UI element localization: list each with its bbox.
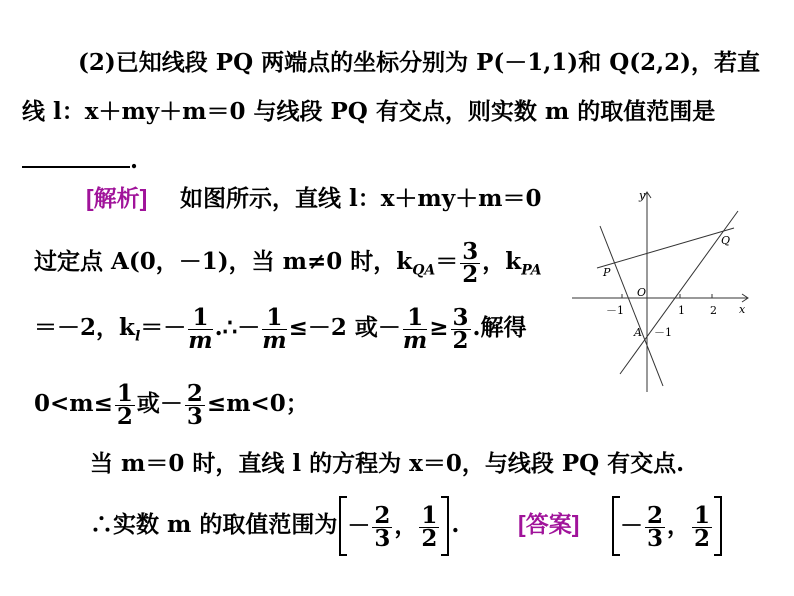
range-interval: － $\frac{2}{3}$ ， $\frac{1}{2}$: [347, 498, 441, 554]
solution-text-3f: .解得: [472, 314, 527, 341]
solution-text-4a: 0<m≤: [34, 390, 113, 417]
point-p-label: P: [603, 266, 611, 279]
equals: ＝: [435, 248, 459, 275]
period: .: [130, 147, 139, 174]
frac-den: 2: [421, 524, 438, 552]
frac-num: 1: [421, 501, 438, 529]
solution-line-5: [90, 449, 684, 479]
solution-line-1: [86, 183, 541, 214]
answer-tag: [答案]: [518, 511, 580, 537]
fraction-1-2-c: [692, 501, 712, 552]
fraction-1-m-3: [402, 303, 428, 354]
solution-line-3: [34, 304, 527, 361]
period: .: [451, 511, 460, 538]
tick-neg1-x: －1: [606, 304, 624, 317]
frac-den: 2: [694, 524, 711, 552]
point-q-label: Q: [721, 234, 731, 247]
origin-label: O: [637, 286, 647, 299]
subscript-l: l: [134, 328, 141, 345]
frac-den: 2: [452, 326, 469, 354]
solution-line-2: [34, 238, 542, 295]
frac-den: 3: [646, 524, 663, 552]
x-axis-label: x: [739, 303, 746, 316]
subscript-qa: QA: [412, 262, 436, 279]
tick-neg1-y: －1: [654, 326, 672, 339]
fraction-1-m: [188, 303, 213, 354]
solution-text-4c: ≤m<0；: [206, 390, 309, 417]
frac-num: 2: [646, 501, 663, 529]
solution-text-4b: 或－: [136, 390, 183, 417]
solution-line-6: [90, 496, 714, 554]
solution-text-3d: ≤－2 或－: [288, 314, 401, 341]
answer-blank: [22, 146, 130, 168]
fraction-2-3: [185, 379, 205, 430]
frac-den: 3: [186, 402, 203, 430]
problem-line-1: [78, 48, 760, 78]
subscript-pa: PA: [521, 262, 542, 279]
solution-text-1: 如图所示，直线 l：x＋my＋m＝0: [179, 185, 542, 212]
comma: ，: [667, 512, 690, 539]
problem-line-3: [22, 146, 138, 176]
solution-text-2c: ，k: [482, 248, 522, 275]
y-axis-label: y: [639, 189, 646, 202]
solution-text-5: 当 m＝0 时，直线 l 的方程为 x＝0，与线段 PQ 有交点.: [90, 450, 685, 477]
solution-line-4: [34, 380, 309, 428]
frac-num: 3: [462, 237, 479, 265]
frac-num: 2: [374, 501, 391, 529]
frac-den: m: [262, 326, 287, 354]
point-a-label: A: [634, 326, 642, 339]
solution-text-3b: ＝－: [140, 314, 187, 341]
fraction-2-3-b: [372, 501, 392, 552]
fraction-1-m-2: [262, 303, 287, 354]
fraction-1-2: [115, 379, 135, 430]
problem-text-1: (2)已知线段 PQ 两端点的坐标分别为 P(－1,1)和 Q(2,2)，若直: [78, 49, 761, 76]
solution-text-3c: .∴－: [214, 314, 261, 341]
fraction-2-3-c: [645, 501, 665, 552]
analysis-tag: [解析]: [86, 185, 148, 211]
frac-den: m: [188, 326, 213, 354]
solution-text-6: ∴实数 m 的取值范围为: [90, 511, 338, 538]
segment-pq: [597, 228, 734, 268]
tick-1-x: 1: [678, 304, 685, 317]
frac-num: 1: [116, 379, 133, 407]
problem-line-2: [22, 97, 715, 127]
frac-num: 1: [403, 307, 427, 330]
fraction-1-2-b: [419, 501, 439, 552]
fraction-3-2-b: [451, 303, 471, 354]
frac-num: 2: [186, 379, 203, 407]
frac-den: 2: [116, 402, 133, 430]
solution-text-3e: ≥: [429, 314, 449, 341]
frac-den: 2: [462, 260, 479, 288]
problem-text-2: 线 l：x＋my＋m＝0 与线段 PQ 有交点，则实数 m 的取值范围是: [22, 98, 716, 125]
frac-den: m: [402, 326, 428, 354]
answer-interval: － $\frac{2}{3}$ ， $\frac{1}{2}$: [620, 498, 714, 554]
frac-num: 1: [694, 501, 711, 529]
frac-num: 3: [452, 303, 469, 331]
solution-text-2a: 过定点 A(0，－1)，当 m≠0 时，k: [34, 248, 413, 275]
frac-den: 3: [374, 524, 391, 552]
comma: ，: [394, 512, 418, 539]
tick-2-x: 2: [710, 304, 717, 317]
frac-num: 1: [188, 307, 212, 330]
frac-num: 1: [262, 307, 286, 330]
fraction-3-2: [460, 237, 480, 288]
coordinate-figure: [568, 186, 758, 396]
solution-text-3a: ＝－2，k: [34, 314, 135, 341]
